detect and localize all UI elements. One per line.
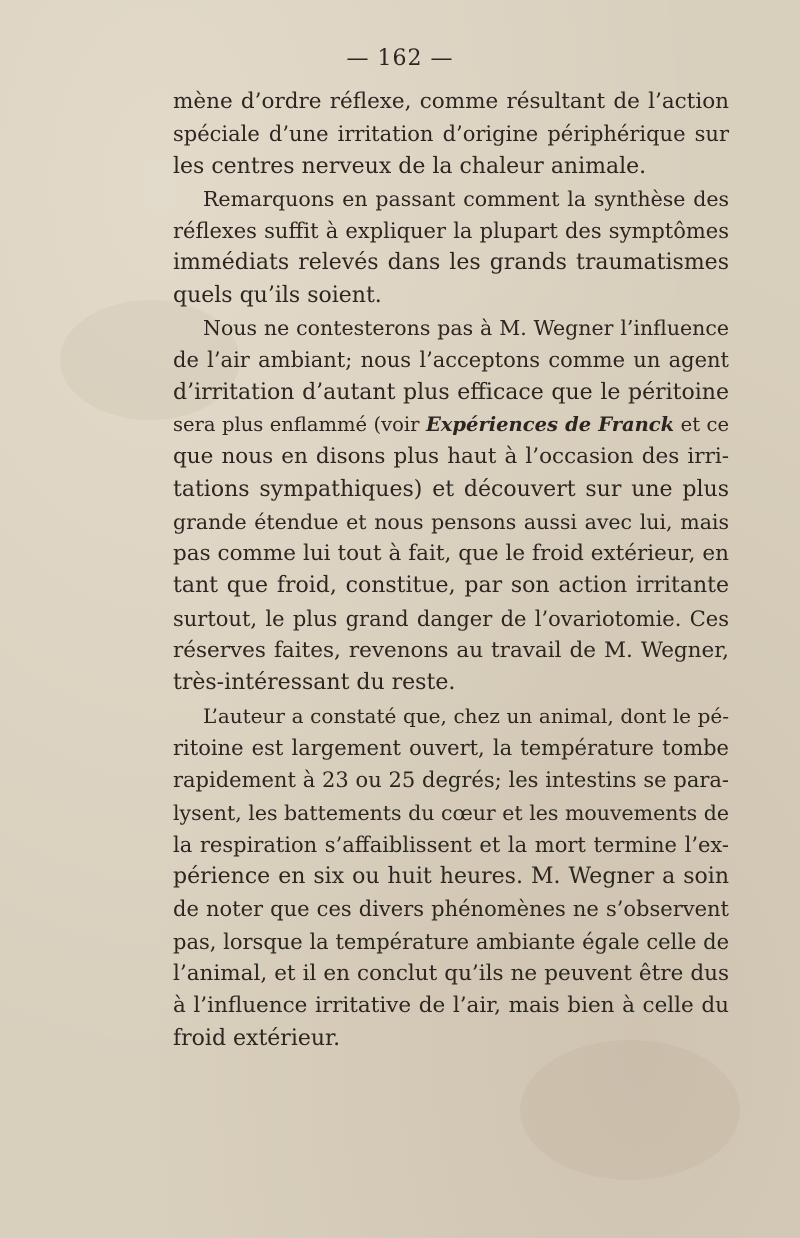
text-line: l’animal, et il en conclut qu’ils ne peuvent être dus bbox=[173, 961, 729, 987]
text-line: réflexes suffit à expliquer la plupart des symptômes bbox=[173, 219, 729, 244]
text-line: les centres nerveux de la chaleur animale. bbox=[173, 153, 647, 179]
text-segment: et ce bbox=[674, 412, 729, 436]
italic-reference: Expériences de Franck bbox=[425, 412, 675, 436]
text-segment: sera plus enflammé (voir bbox=[173, 412, 426, 436]
text-line: de l’air ambiant; nous l’acceptons comme un agent bbox=[173, 348, 729, 373]
text-line: pas, lorsque la température ambiante égale celle de bbox=[173, 929, 729, 954]
text-line: tant que froid, constitue, par son action irritante bbox=[173, 573, 729, 599]
text-line: Remarquons en passant comment la synthèse des bbox=[203, 186, 729, 211]
text-line: de noter que ces divers phénomènes ne s’observent bbox=[173, 897, 729, 922]
text-line: rapidement à 23 ou 25 degrés; les intestins se para- bbox=[173, 768, 729, 793]
text-line bbox=[173, 409, 729, 441]
text-line: ritoine est largement ouvert, la température tombe bbox=[173, 735, 729, 760]
text-line: spéciale d’une irritation d’origine périphérique sur bbox=[173, 122, 729, 147]
text-line: lysent, les battements du cœur et les mouvements de bbox=[173, 800, 729, 825]
text-line: pas comme lui tout à fait, que le froid extérieur, en bbox=[173, 541, 729, 567]
text-line: immédiats relevés dans les grands traumatismes bbox=[173, 250, 729, 276]
text-line: la respiration s’affaiblissent et la mort termine l’ex- bbox=[173, 832, 729, 857]
text-line: tations sympathiques) et découvert sur une plus bbox=[173, 476, 729, 502]
text-line: Nous ne contesterons pas à M. Wegner l’influence bbox=[203, 316, 729, 341]
text-line: réserves faites, revenons au travail de M. Wegner, bbox=[173, 638, 729, 664]
page-number: — 162 — bbox=[346, 46, 454, 71]
text-line: périence en six ou huit heures. M. Wegner a soin bbox=[173, 864, 729, 890]
text-line: mène d’ordre réflexe, comme résultant de l’action bbox=[173, 89, 729, 114]
body-text bbox=[173, 86, 729, 1055]
paper-stain bbox=[520, 1040, 740, 1180]
text-line: surtout, le plus grand danger de l’ovariotomie. Ces bbox=[173, 606, 729, 631]
text-line: quels qu’ils soient. bbox=[173, 282, 382, 308]
text-line: à l’influence irritative de l’air, mais bien à celle du bbox=[173, 993, 729, 1019]
text-line: froid extérieur. bbox=[173, 1025, 341, 1051]
text-line: L’auteur a constaté que, chez un animal, dont le pé- bbox=[203, 703, 729, 728]
text-line: grande étendue et nous pensons aussi avec lui, mais bbox=[173, 509, 729, 534]
text-line: très-intéressant du reste. bbox=[173, 670, 456, 696]
text-line: d’irritation d’autant plus efficace que le péritoine bbox=[173, 379, 729, 405]
text-line: que nous en disons plus haut à l’occasion des irri- bbox=[173, 444, 729, 470]
